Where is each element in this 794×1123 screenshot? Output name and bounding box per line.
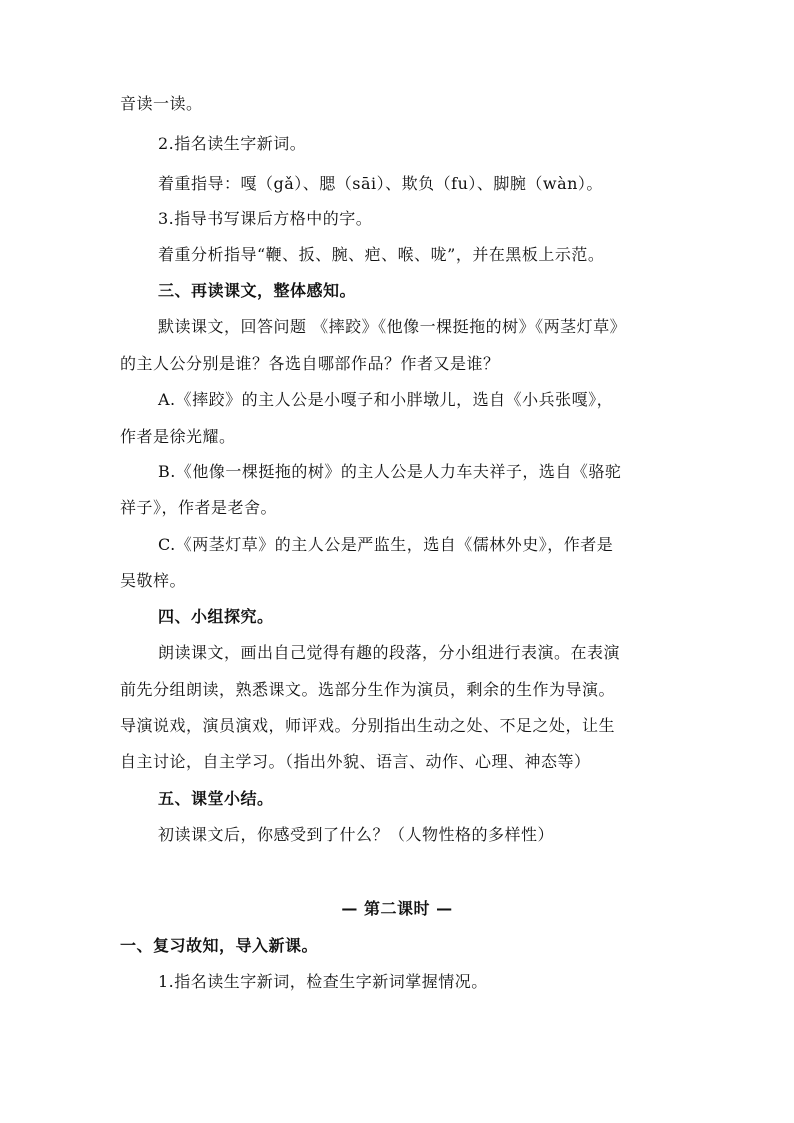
text-line: 前先分组朗读，熟悉课文。选部分生作为演员，剩余的生作为导演。	[120, 680, 616, 699]
text-line: 初读课文后，你感受到了什么？（人物性格的多样性）	[158, 825, 555, 844]
section-heading: 三、再读课文，整体感知。	[158, 281, 357, 300]
text-line: C.《两茎灯草》的主人公是严监生，选自《儒林外史》，作者是	[158, 535, 614, 554]
text-line: 朗读课文，画出自己觉得有趣的段落，分小组进行表演。在表演	[158, 643, 621, 662]
text-line: 导演说戏，演员演戏，师评戏。分别指出生动之处、不足之处，让生	[120, 716, 616, 735]
lesson-divider-heading: — 第二课时 —	[341, 899, 453, 918]
text-line: 自主讨论，自主学习。（指出外貌、语言、动作、心理、神态等）	[120, 752, 591, 771]
text-line: 音读一读。	[120, 94, 203, 113]
text-line: 2.指名读生字新词。	[158, 134, 307, 153]
text-line: 3.指导书写课后方格中的字。	[158, 209, 373, 228]
text-line: 吴敬梓。	[120, 571, 187, 590]
text-line: 的主人公分别是谁？各选自哪部作品？作者又是谁？	[120, 354, 500, 373]
text-line: A.《摔跤》的主人公是小嘎子和小胖墩儿，选自《小兵张嘎》，	[158, 390, 614, 409]
text-line: 祥子》，作者是老舍。	[120, 498, 278, 517]
section-heading: 一、复习故知，导入新课。	[120, 936, 319, 955]
text-line: 1.指名读生字新词，检查生字新词掌握情况。	[158, 972, 488, 991]
text-line: 默读课文，回答问题 《摔跤》《他像一棵挺拖的树》《两茎灯草》	[158, 317, 627, 336]
text-line: 着重指导：嘎（gǎ）、腮（sāi）、欺负（fu）、脚腕（wàn）。	[158, 174, 603, 193]
section-heading: 四、小组探究。	[158, 607, 274, 626]
text-line: 作者是徐光耀。	[120, 427, 236, 446]
section-heading: 五、课堂小结。	[158, 789, 274, 808]
text-line: 着重分析指导“鞭、扳、腕、疤、喉、咙”，并在黑板上示范。	[158, 245, 605, 264]
text-line: B.《他像一棵挺拖的树》的主人公是人力车夫祥子，选自《骆驼	[158, 462, 622, 481]
